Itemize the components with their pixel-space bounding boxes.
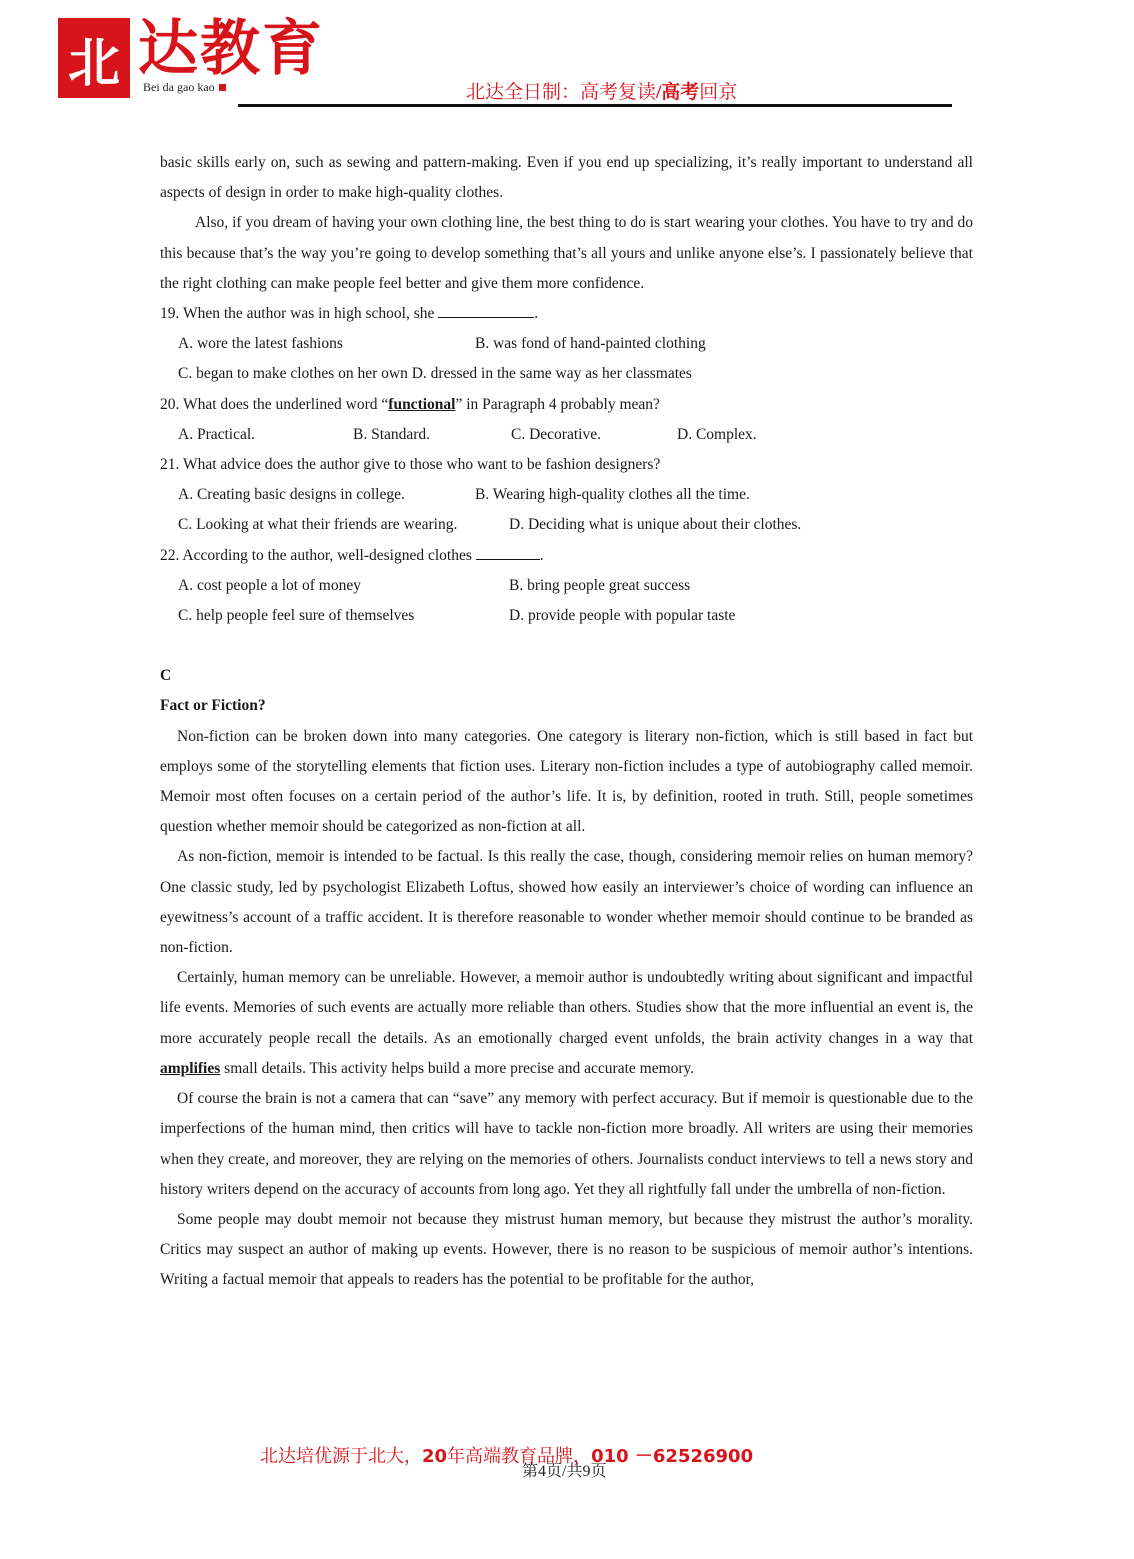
- logo-dot-icon: [219, 84, 226, 91]
- question-22: [160, 541, 973, 571]
- question-19-options-row-2: [160, 359, 973, 389]
- footer-advertisement: [260, 1442, 753, 1468]
- question-22-options-row-1: [160, 571, 973, 601]
- option-c: C. Looking at what their friends are wearing.: [178, 516, 458, 534]
- question-22-end: .: [539, 546, 544, 564]
- answer-blank: [438, 299, 534, 318]
- logo-text: 达教育: [138, 14, 324, 84]
- question-20-options: [160, 420, 973, 450]
- question-20-stem-pre: 20. What does the underlined word “: [160, 395, 389, 413]
- passage-c-paragraph-4: Of course the brain is not a camera that can “save” any memory with perfect accuracy. But if memoir is questionable due to the imperfections of the human mind, then critics will have to tackle non-fiction more broadly. All writers are using their memories when they create, and moreover, they are relying on the memories of others. Journalists conduct interviews to tell a news story and history writers depend on the accuracy of accounts from long ago. Yet they all rightfully fall under the umbrella of non-fiction.: [160, 1090, 973, 1198]
- option-b: B. was fond of hand-painted clothing: [475, 335, 706, 353]
- option-a: A. cost people a lot of money: [178, 576, 361, 594]
- logo-subtitle-text: Bei da gao kao: [143, 80, 215, 94]
- passage-title: Fact or Fiction?: [160, 697, 266, 715]
- slogan-part-c: 回京: [699, 82, 738, 103]
- header-slogan: [466, 80, 737, 106]
- passage-c-paragraph-5: Some people may doubt memoir not because they mistrust human memory, but because they mistrust the author’s morality. Critics may suspect an author of making up events. However, there is no reason to be suspicious of memoir author’s intentions. Writing a factual memoir that appeals to readers has the potential to be profitable for the author,: [160, 1210, 973, 1289]
- option-a: A. Practical.: [178, 425, 256, 443]
- underlined-word-amplifies: amplifies: [160, 1059, 221, 1077]
- passage-c-paragraph-2: As non-fiction, memoir is intended to be factual. Is this really the case, though, considering memoir relies on human memory? One classic study, led by psychologist Elizabeth Loftus, showed how easily an interviewer’s choice of wording can influence an eyewitness’s account of a traffic accident. It is therefore reasonable to wonder whether memoir should continue to be branded as non-fiction.: [160, 848, 973, 957]
- underlined-word-functional: functional: [388, 395, 456, 413]
- section-spacer: [160, 631, 973, 661]
- footer-ad-part-c: 年高端教育品牌，: [447, 1446, 592, 1467]
- page-content: [160, 148, 973, 1296]
- option-a: A. wore the latest fashions: [178, 335, 343, 353]
- page-number: 第4页/共9页: [522, 1463, 607, 1480]
- footer-ad-part-a: 北达培优源于北大，: [260, 1446, 422, 1467]
- passage-b-paragraph-2: Also, if you dream of having your own clothing line, the best thing to do is start wearing your clothes. You have to try and do this because that’s the way you’re going to develop something that’s all yours and unlike anyone else’s. I passionately believe that the right clothing can make people feel better and give them more confidence.: [160, 214, 973, 292]
- option-b: B. Wearing high-quality clothes all the time.: [475, 486, 750, 504]
- paragraph-3-text-pre: Certainly, human memory can be unreliable. However, a memoir author is undoubtedly writing about significant and impactful life events. Memories of such events are actually more reliable than others. Studies show that the more influential an event is, the more accurately people recall the details. As an emotionally charged event unfolds, the brain activity changes in a way that: [160, 969, 973, 1047]
- option-b: B. bring people great success: [509, 576, 691, 594]
- passage-c-paragraph-1: Non-fiction can be broken down into many categories. One category is literary non-fiction, which is still based in fact but employs some of the storytelling elements that fiction uses. Literary non-fiction includes a type of autobiography called memoir. Memoir most often focuses on a certain period of the author’s life. It is, by definition, rooted in truth. Still, people sometimes question whether memoir should be categorized as non-fiction at all.: [160, 727, 973, 836]
- option-c: C. Decorative.: [511, 425, 601, 443]
- option-a: A. Creating basic designs in college.: [178, 486, 405, 504]
- logo-subtitle: [143, 80, 226, 95]
- question-22-stem: 22. According to the author, well-designed clothes: [160, 546, 472, 564]
- question-20-stem-post: ” in Paragraph 4 probably mean?: [455, 395, 660, 413]
- footer-ad-part-b: 20: [422, 1446, 448, 1467]
- question-19-stem: 19. When the author was in high school, she: [160, 305, 435, 323]
- question-19-end: .: [534, 305, 539, 323]
- option-c: C. began to make clothes on her own: [178, 365, 408, 383]
- slogan-part-a: 北达全日制：高考复读: [466, 82, 657, 103]
- question-19: [160, 299, 973, 329]
- paragraph-3-text-post: small details. This activity helps build a more precise and accurate memory.: [224, 1059, 695, 1077]
- question-21-options-row-1: [160, 480, 973, 510]
- question-20: [160, 390, 973, 420]
- section-letter: C: [160, 667, 172, 685]
- option-b: B. Standard.: [353, 425, 431, 443]
- question-21: 21. What advice does the author give to those who want to be fashion designers?: [160, 456, 661, 474]
- option-d: D. dressed in the same way as her classmates: [411, 365, 692, 383]
- question-22-options-row-2: [160, 601, 973, 631]
- header-divider: [238, 104, 952, 107]
- option-c: C. help people feel sure of themselves: [178, 607, 415, 625]
- option-d: D. provide people with popular taste: [509, 607, 736, 625]
- question-21-options-row-2: [160, 510, 973, 540]
- question-19-options-row-1: [160, 329, 973, 359]
- logo-mark: 北: [58, 18, 130, 98]
- passage-c-paragraph-3: [160, 963, 973, 1084]
- option-d: D. Deciding what is unique about their clothes.: [509, 516, 802, 534]
- footer-phone: 010 －62526900: [591, 1446, 754, 1467]
- answer-blank: [476, 541, 540, 560]
- option-d: D. Complex.: [677, 425, 757, 443]
- passage-b-paragraph-1: basic skills early on, such as sewing and pattern-making. Even if you end up specializing, it’s really important to understand all aspects of design in order to make high-quality clothes.: [160, 154, 973, 202]
- slogan-part-b: /高考: [656, 82, 700, 103]
